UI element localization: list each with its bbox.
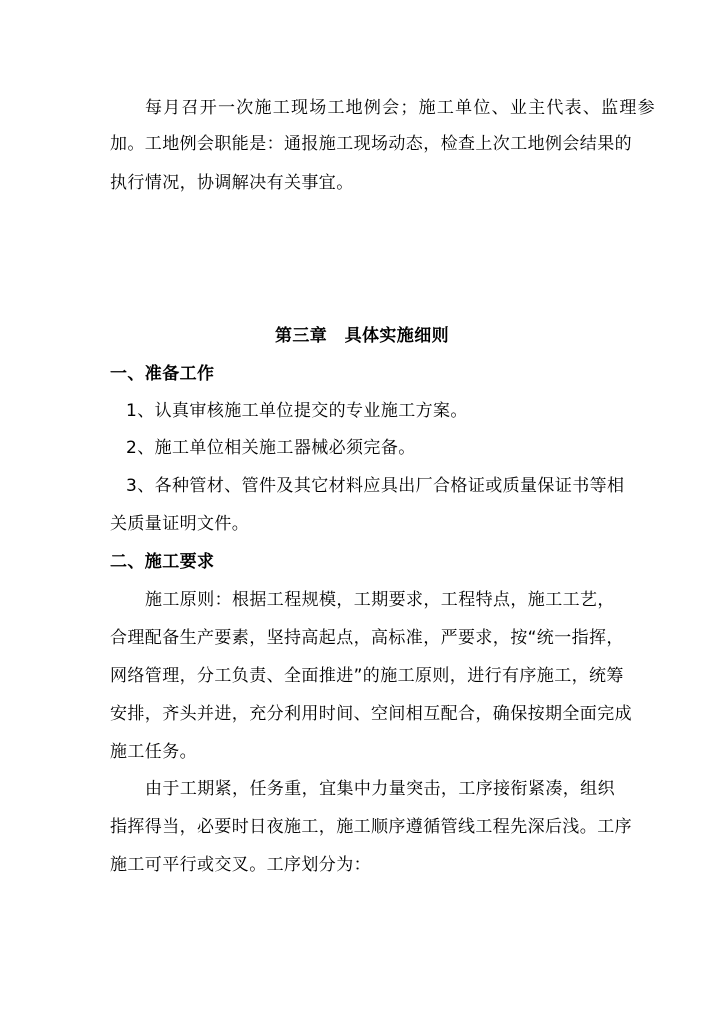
list-item: 2、施工单位相关施工器械必须完备。	[126, 438, 416, 458]
section-heading: 一、准备工作	[110, 364, 215, 384]
paragraph-line: 安排，齐头并进，充分利用时间、空间相互配合，确保按期全面完成	[110, 704, 632, 724]
section-heading: 二、施工要求	[110, 552, 215, 572]
paragraph-line: 施工任务。	[110, 742, 197, 762]
paragraph-line: 施工可平行或交叉。工序划分为：	[110, 855, 371, 875]
paragraph-line: 由于工期紧，任务重，宜集中力量突击，工序接衔紧凑，组织	[145, 779, 615, 799]
list-item: 1、认真审核施工单位提交的专业施工方案。	[126, 401, 468, 421]
paragraph-line: 合理配备生产要素，坚持高起点，高标准，严要求，按“统一指挥，	[110, 628, 624, 648]
paragraph-line: 指挥得当，必要时日夜施工，施工顺序遵循管线工程先深后浅。工序	[110, 817, 632, 837]
paragraph-line: 执行情况，协调解决有关事宜。	[110, 173, 354, 193]
list-item: 3、各种管材、管件及其它材料应具出厂合格证或质量保证书等相	[126, 476, 625, 496]
chapter-title: 第三章 具体实施细则	[275, 326, 449, 346]
list-item-continuation: 关质量证明文件。	[110, 514, 250, 534]
paragraph-line: 每月召开一次施工现场工地例会；施工单位、业主代表、监理参	[145, 98, 655, 118]
paragraph-line: 加。工地例会职能是：通报施工现场动态，检查上次工地例会结果的	[110, 134, 632, 154]
paragraph-line: 施工原则：根据工程规模，工期要求，工程特点，施工工艺，	[145, 590, 615, 610]
paragraph-line: 网络管理，分工负责、全面推进”的施工原则，进行有序施工，统筹	[110, 666, 624, 686]
